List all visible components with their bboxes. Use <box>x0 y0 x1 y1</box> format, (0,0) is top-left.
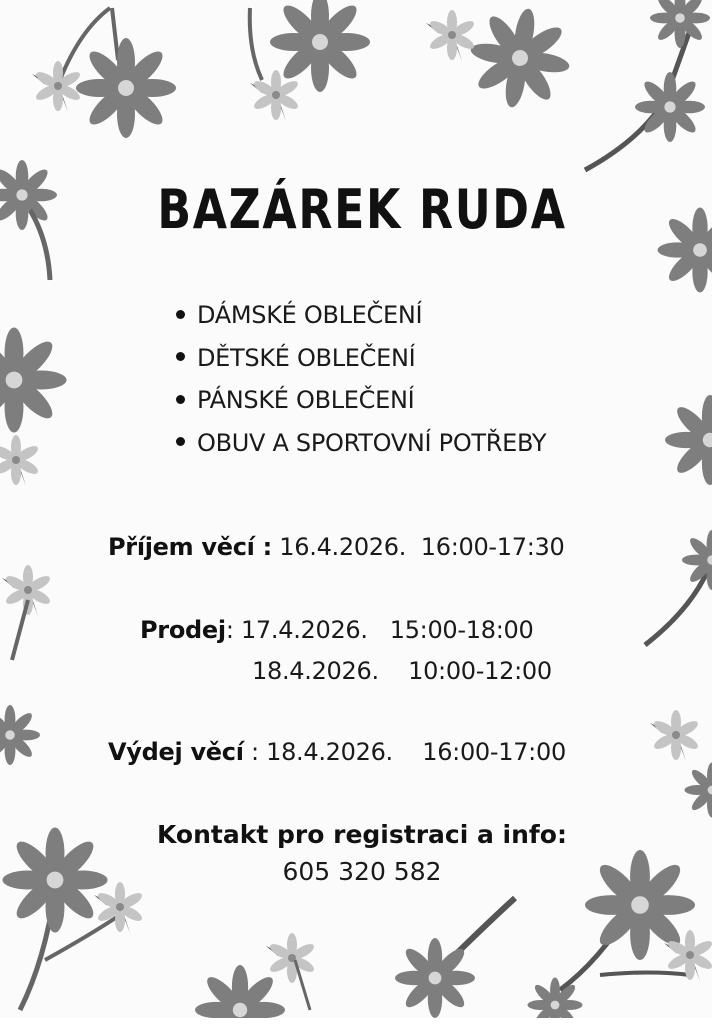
category-label: DÁMSKÉ OBLEČENÍ <box>197 301 423 329</box>
intake-schedule <box>108 533 564 561</box>
category-item <box>176 379 546 422</box>
category-item <box>176 337 546 380</box>
intake-label: Příjem věcí : <box>108 533 272 561</box>
category-item <box>176 294 546 337</box>
intake-date: 16.4.2026. <box>279 533 407 561</box>
flyer-title: BAZÁREK RUDA <box>157 178 567 241</box>
sale-label: Prodej <box>140 616 226 644</box>
contact-heading: Kontakt pro registraci a info: <box>157 820 567 849</box>
bullet-icon <box>176 352 185 361</box>
bullet-icon <box>176 395 185 404</box>
scan-margin-bottom <box>0 1018 724 1024</box>
pickup-date: 18.4.2026. <box>266 738 393 766</box>
intake-time: 16:00-17:30 <box>420 533 565 561</box>
pickup-time: 16:00-17:00 <box>422 738 566 766</box>
pickup-schedule <box>108 738 566 766</box>
category-item <box>176 422 546 465</box>
pickup-separator: : <box>243 738 259 766</box>
sale-date-1: 17.4.2026. <box>240 616 368 644</box>
bullet-icon <box>176 310 185 319</box>
sale-time-1: 15:00-18:00 <box>389 616 534 644</box>
contact-block <box>0 820 724 886</box>
sale-schedule-day-2 <box>252 657 552 685</box>
sale-date-2: 18.4.2026. <box>252 657 379 685</box>
category-label: PÁNSKÉ OBLEČENÍ <box>197 386 415 414</box>
sale-schedule-day-1 <box>140 616 533 644</box>
contact-phone: 605 320 582 <box>282 857 442 886</box>
category-label: OBUV A SPORTOVNÍ POTŘEBY <box>197 428 547 457</box>
sale-separator: : <box>225 616 234 644</box>
category-list <box>176 294 546 464</box>
sale-time-2: 10:00-12:00 <box>408 657 552 685</box>
category-label: DĚTSKÉ OBLEČENÍ <box>197 343 416 372</box>
pickup-label: Výdej věcí <box>108 738 244 766</box>
bullet-icon <box>176 437 185 446</box>
